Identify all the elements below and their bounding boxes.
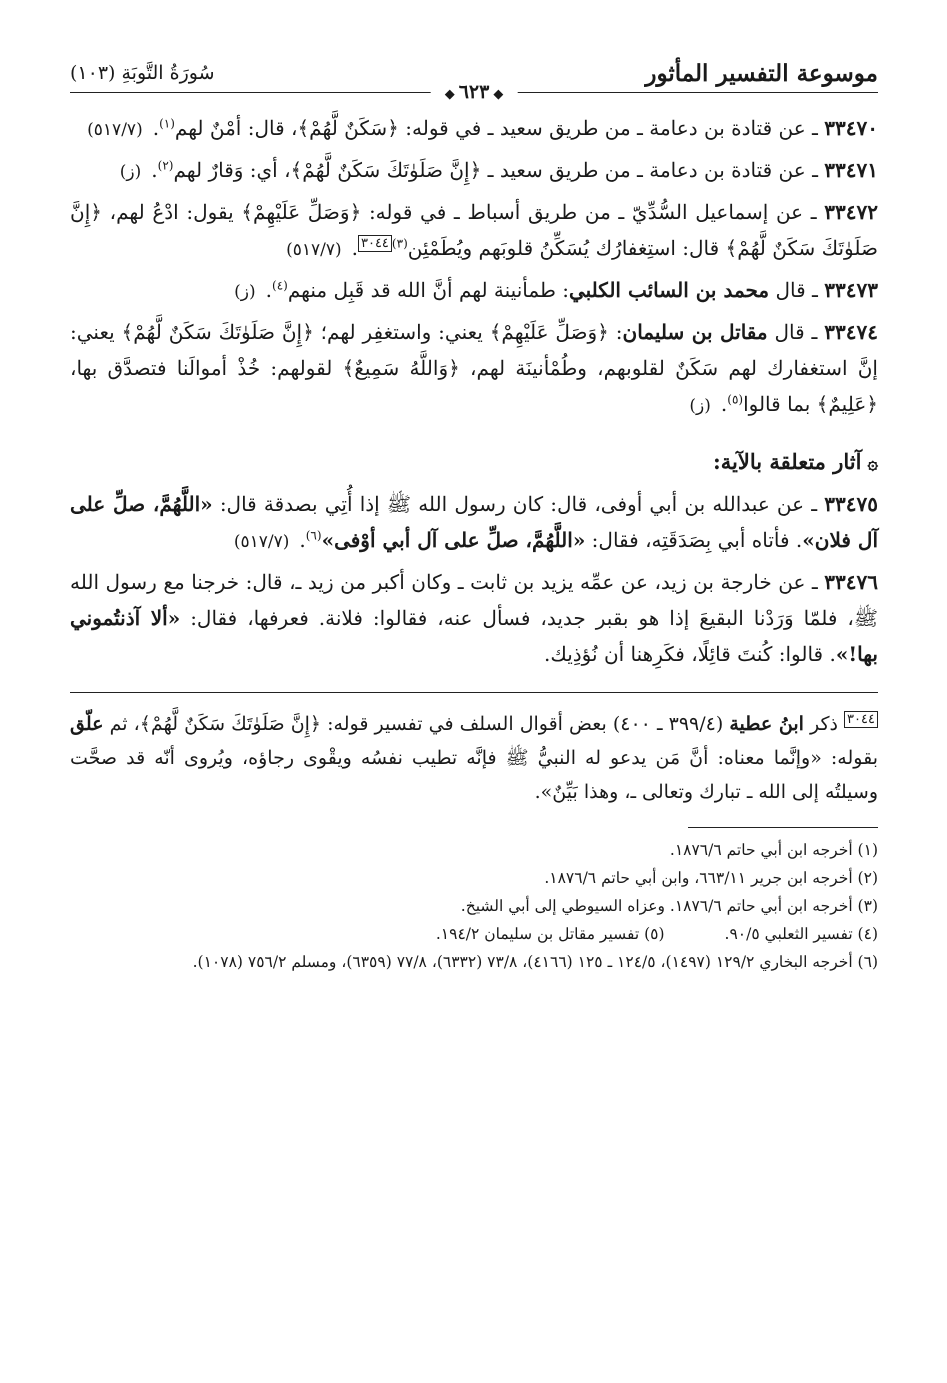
entry-tail: .: [351, 236, 358, 260]
entry-text: ـ عن عبدالله بن أبي أوفى، قال: كان رسول الله ﷺ إذا أُتِي بصدقة قال:: [212, 492, 825, 516]
ornament-right-icon: ◆: [493, 87, 504, 102]
entry-tail: .: [265, 278, 273, 302]
narrator-name: مقاتل بن سليمان: [622, 320, 768, 344]
page-number-box: [431, 81, 518, 103]
quote-bold-2: «اللَّهُمَّ، صلِّ على آل أبي أوْفى»: [321, 528, 586, 552]
entry-tail: .: [720, 392, 728, 416]
surah-label: سُورَةُ التَّوبَةِ (١٠٣): [70, 62, 215, 84]
footnote-5: (٥) تفسير مقاتل بن سليمان ١٩٤/٢.: [435, 925, 665, 943]
commentary-marker: ٣٠٤٤: [844, 711, 878, 728]
footnote-mark: (٤): [272, 278, 288, 293]
footnote-mark: (٥): [727, 392, 744, 407]
quote-bold: «اللَّهُمَّ، صلِّ على آل فلان»: [70, 492, 878, 552]
footnote-mark: (٢): [157, 158, 174, 173]
commentary-marker: ٣٠٤٤: [358, 235, 392, 252]
entry-text: ـ عن خارجة بن زيد، عن عمِّه يزيد بن ثابت ـ وكان أكبر من زيد ـ، قال: خرجنا مع رسول الله ﷺ، فلمّا وَرَدْنا البقيعَ إذا هو بقبر جديد، فسأل عنه، فقالوا: فلانة. فعرفها، فقال:: [70, 570, 878, 630]
note-text-1: (٣٩٩/٤ ـ ٤٠٠) بعض أقوال السلف في تفسير قوله: ﴿إِنَّ صَلَوٰتَكَ سَكَنٌ لَّهُمْ﴾، ثم: [103, 713, 730, 735]
entry-number: ٣٣٤٧٦: [824, 570, 878, 594]
entry-ref: (٥١٧/٧): [87, 120, 143, 140]
entry-text: ـ عن إسماعيل السُّدِّيّ ـ من طريق أسباط ـ في قوله: ﴿وَصَلِّ عَلَيْهِمْ﴾ يقول: ادْعُ لهم، ﴿إِنَّ صَلَوٰتَكَ سَكَنٌ لَّهُمْ﴾ قال: استِغفارُك يُسَكِّنُ قلوبَهم ويُطَمْئِن: [70, 200, 878, 260]
ornament-left-icon: ◆: [444, 87, 455, 102]
footnote-3: (٣) أخرجه ابن أبي حاتم ١٨٧٦/٦. وعزاه السيوطي إلى أبي الشيخ.: [460, 897, 878, 915]
star-ornament-icon: ۞: [867, 453, 878, 474]
entry-33473: [70, 272, 878, 310]
entry-ref: (ز): [234, 282, 256, 302]
entry-tail: .: [152, 116, 160, 140]
note-text-2: بقوله: «وإنَّما معناه: أنَّ مَن يدعو له النبيُّ ﷺ فإنَّه تطيب نفسُه ويقْوى رجاؤه، ويُروى أنّه قد صحَّت وسيلتُه إلى الله ـ تبارك وتعالى ـ، وهذا بَيِّنٌ».: [70, 747, 878, 803]
entry-number: ٣٣٤٧٢: [824, 200, 878, 224]
entry-33476: [70, 564, 878, 672]
entry-33472: [70, 194, 878, 268]
page-number: ٦٢٣: [458, 81, 490, 103]
footnote-mark: (٣): [391, 236, 408, 251]
footnote-6: (٦) أخرجه البخاري ١٢٩/٢ (١٤٩٧)، ١٢٤/٥ ـ ١٢٥ (٤١٦٦)، ٧٣/٨ (٦٣٣٢)، ٧٧/٨ (٦٣٥٩)، ومسلم ٧٥٦/٢ (١٠٧٨).: [192, 953, 878, 971]
footnotes: [70, 836, 878, 976]
footnote-4: (٤) تفسير الثعلبي ٩٠/٥.: [724, 925, 878, 943]
entry-tail: .: [299, 528, 306, 552]
commentary-divider: [70, 692, 878, 693]
narrator-name: محمد بن السائب الكلبي: [568, 278, 770, 302]
entry-text: : طمأنينة لهم أنَّ الله قد قَبِل منهم: [287, 278, 569, 302]
note-comment-word: علّق: [70, 713, 104, 735]
entry-33474: [70, 314, 878, 424]
entry-33470: [70, 110, 878, 148]
quote-bold: «ألا آذنتُموني بها!»: [70, 606, 878, 666]
entry-mid: . قالوا: كُنتَ قائِلًا، فكَرِهنا أن نُؤذِيك.: [544, 642, 836, 666]
entry-mid: . فأتاه أبي بِصَدَقَتِه، فقال:: [585, 528, 803, 552]
entry-pre: ـ قال: [767, 320, 825, 344]
entry-number: ٣٣٤٧٥: [824, 492, 878, 516]
entry-text: ـ عن قتادة بن دعامة ـ من طريق سعيد ـ ﴿إِنَّ صَلَوٰتَكَ سَكَنٌ لَّهُمْ﴾، أي: وَقارٌ لهم: [173, 158, 825, 182]
entry-ref: (٥١٧/٧): [286, 240, 342, 260]
page-header: [70, 48, 878, 110]
footnote-2: (٢) أخرجه ابن جرير ٦٦٣/١١، وابن أبي حاتم ١٨٧٦/٦.: [544, 869, 878, 887]
entry-text: ـ عن قتادة بن دعامة ـ من طريق سعيد ـ في قوله: ﴿سَكَنٌ لَّهُمْ﴾، قال: أمْنٌ لهم: [174, 116, 825, 140]
entry-number: ٣٣٤٧٤: [824, 320, 878, 344]
note-pre: ذكر: [803, 713, 845, 735]
footnote-divider: [688, 827, 878, 828]
footnote-row: [70, 920, 878, 948]
entry-ref: (٥١٧/٧): [233, 532, 290, 552]
commentary-text: [70, 707, 878, 809]
footnote-mark: (٦): [305, 528, 322, 543]
entry-number: ٣٣٤٧١: [824, 158, 878, 182]
entry-number: ٣٣٤٧٣: [824, 278, 878, 302]
entry-number: ٣٣٤٧٠: [824, 116, 878, 140]
entry-pre: ـ قال: [769, 278, 825, 302]
footnote-mark: (١): [159, 116, 175, 131]
entry-ref: (ز): [689, 396, 711, 416]
entry-ref: (ز): [119, 162, 142, 182]
section-title-text: آثار متعلقة بالآية:: [712, 449, 862, 474]
footnote-1: (١) أخرجه ابن أبي حاتم ١٨٧٦/٦.: [669, 841, 878, 859]
section-title: [70, 446, 878, 480]
entry-33471: [70, 152, 878, 190]
book-title: موسوعة التفسير المأثور: [645, 60, 878, 87]
page: [70, 48, 878, 976]
note-author: ابنُ عطية: [729, 713, 804, 735]
commentary-note: [70, 707, 878, 809]
entry-33475: [70, 486, 878, 560]
entry-text: : ﴿وَصَلِّ عَلَيْهِمْ﴾ يعني: واستغفِر لهم؛ ﴿إِنَّ صَلَوٰتَكَ سَكَنٌ لَّهُمْ﴾ يعني: إنَّ استغفارك لهم سَكَنٌ لقلوبهم، وطُمْأنينَة لهم، ﴿وَاللَّهُ سَمِيعٌ﴾ لقولهم: خُذْ أموالَنا فتصدَّق بها، ﴿عَلِيمٌ﴾ بما قالوا: [70, 320, 878, 416]
entry-tail: .: [151, 158, 158, 182]
